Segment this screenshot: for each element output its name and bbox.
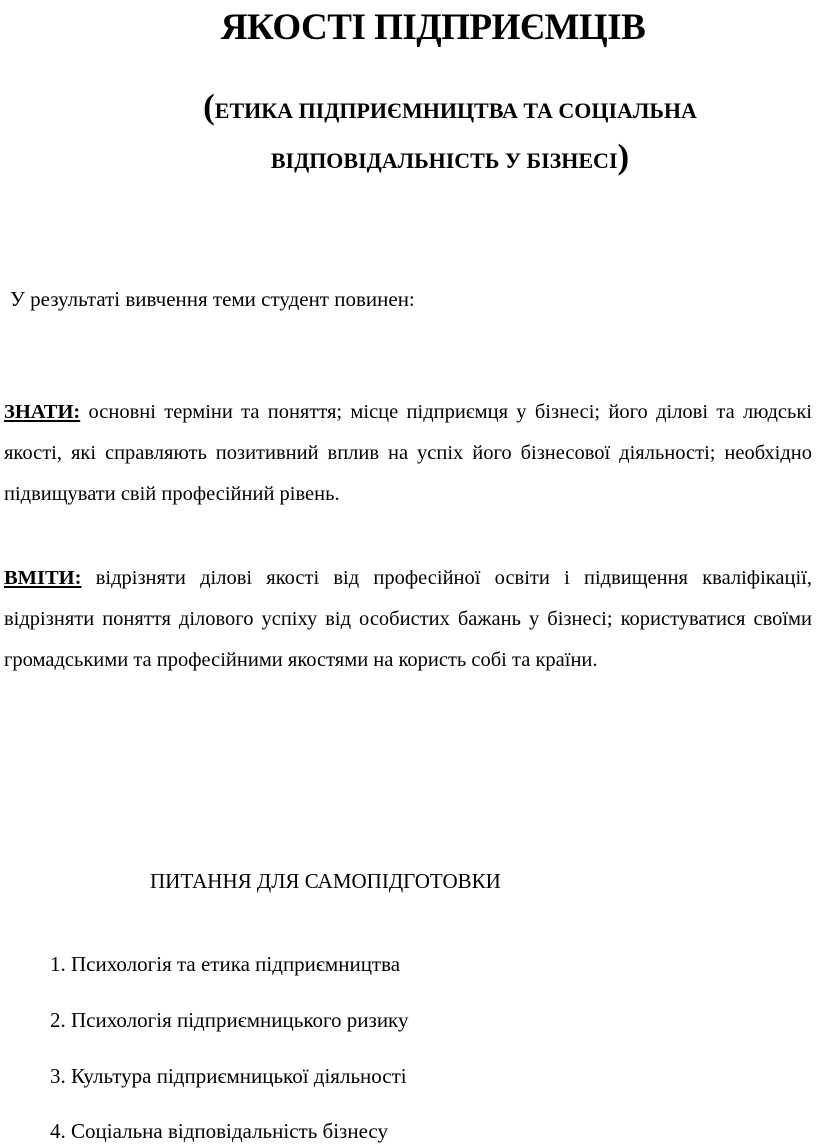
can-section — [4, 558, 812, 681]
know-section — [4, 392, 812, 515]
subtitle-close-paren: ) — [617, 137, 630, 176]
question-item: 1. Психологія та етика підприємництва — [50, 952, 401, 976]
can-label: ВМІТИ: — [4, 567, 82, 589]
question-item: 4. Соціальна відповідальність бізнесу — [50, 1119, 388, 1143]
intro-text: У результаті вивчення теми студент повинен: — [10, 287, 415, 311]
can-text: відрізняти ділові якості від професійної освіти і підвищення кваліфікації, відрізняти поняття ділового успіху від особистих бажань у бізнесі; користуватися своїми громадськими та професійними якостями на користь собі та країни. — [4, 567, 812, 671]
know-label: ЗНАТИ: — [4, 401, 81, 423]
document-title: ЯКОСТІ ПІДПРИЄМЦІВ — [220, 7, 646, 48]
subtitle-line-1: ЕТИКА ПІДПРИЄМНИЦТВА ТА СОЦІАЛЬНА — [214, 98, 697, 123]
document-subtitle — [100, 84, 800, 184]
question-item: 2. Психологія підприємницького ризику — [50, 1008, 409, 1032]
subtitle-line-2: ВІДПОВІДАЛЬНІСТЬ У БІЗНЕСІ — [270, 148, 618, 173]
questions-heading: ПИТАННЯ ДЛЯ САМОПІДГОТОВКИ — [150, 869, 501, 893]
know-text: основні терміни та поняття; місце підприємця у бізнесі; його ділові та людські якості, які справляють позитивний вплив на успіх його бізнесової діяльності; необхідно підвищувати свій професійний рівень. — [4, 401, 812, 505]
subtitle-open-paren: ( — [203, 87, 215, 126]
question-item: 3. Культура підприємницької діяльності — [50, 1064, 407, 1088]
